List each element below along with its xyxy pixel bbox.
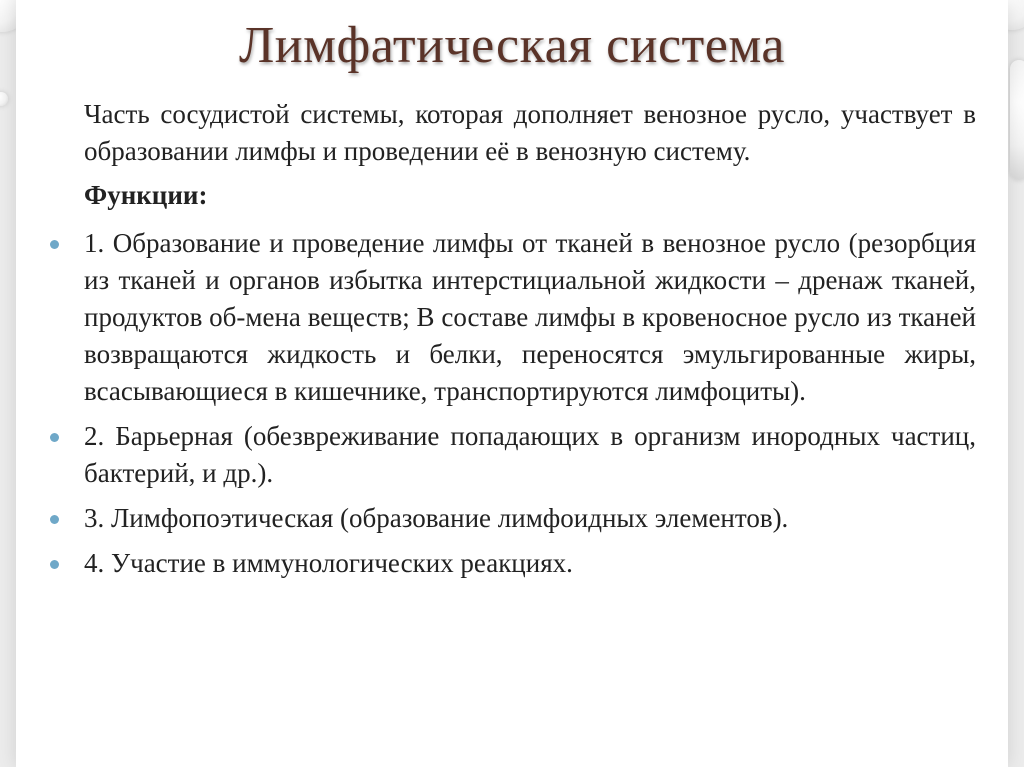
- list-item-text: 3. Лимфопоэтическая (образование лимфоидных элементов).: [84, 503, 789, 533]
- list-item: [40, 500, 976, 537]
- list-item: [40, 545, 976, 582]
- edge-decoration: [1010, 60, 1024, 180]
- list-item-text: 4. Участие в иммунологических реакциях.: [84, 548, 573, 578]
- functions-heading: Функции:: [84, 180, 208, 210]
- bullet-icon: [50, 240, 59, 249]
- slide-title: Лимфатическая система: [239, 17, 785, 74]
- list-item: [40, 225, 976, 410]
- bullet-icon: [50, 515, 59, 524]
- bullet-icon: [50, 560, 59, 569]
- list-item: [40, 418, 976, 492]
- bullet-icon: [50, 433, 59, 442]
- slide-content: [40, 96, 976, 590]
- list-item-text: 2. Барьерная (обезвреживание попадающих в организм инородных частиц, бактерий, и др.).: [84, 421, 976, 488]
- list-item-text: 1. Образование и проведение лимфы от тканей в венозное русло (резорбция из тканей и органов избытка интерстициальной жидкости – дренаж тканей, продуктов об-мена веществ; В составе лимфы в кровеносное русло из тканей возвращаются жидкость и белки, переносятся эмульгированные жиры, всасывающиеся в кишечнике, транспортируются лимфоциты).: [84, 228, 976, 406]
- intro-paragraph: Часть сосудистой системы, которая дополняет венозное русло, участвует в образовании лимфы и проведении её в венозную систему.: [84, 99, 976, 166]
- corner-decoration: [0, 92, 8, 106]
